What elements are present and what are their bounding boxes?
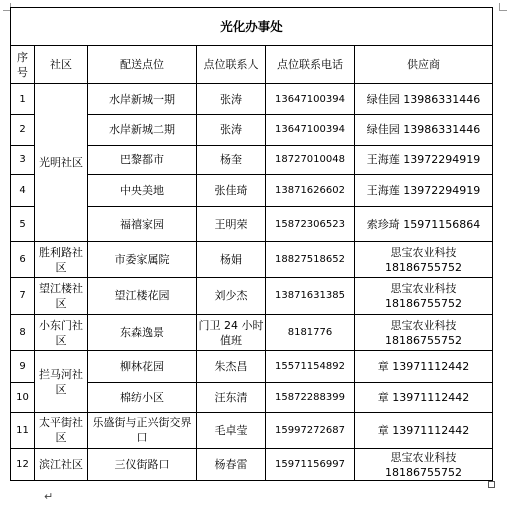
seq-cell: 7	[11, 278, 35, 315]
seq-cell: 8	[11, 314, 35, 351]
seq-cell: 4	[11, 175, 35, 207]
seq-cell: 6	[11, 242, 35, 278]
location-cell: 东森逸景	[88, 314, 197, 351]
table-row	[11, 412, 493, 449]
contact-cell: 张涛	[197, 84, 266, 115]
header-seq: 序号	[11, 45, 35, 84]
supplier-cell: 章 13971112442	[355, 412, 493, 449]
seq-cell: 1	[11, 84, 35, 115]
table-row	[11, 278, 493, 315]
supplier-cell: 绿佳园 13986331446	[355, 115, 493, 146]
table-row	[11, 449, 493, 481]
location-cell: 市委家属院	[88, 242, 197, 278]
contact-cell: 杨奎	[197, 145, 266, 175]
community-cell: 拦马河社区	[35, 351, 88, 412]
phone-cell: 15997272687	[266, 412, 355, 449]
phone-cell: 15571154892	[266, 351, 355, 383]
paragraph-mark: ↵	[44, 490, 54, 503]
header-community: 社区	[35, 45, 88, 84]
community-cell: 太平街社区	[35, 412, 88, 449]
phone-cell: 18827518652	[266, 242, 355, 278]
contact-cell: 杨春雷	[197, 449, 266, 481]
phone-cell: 13647100394	[266, 84, 355, 115]
supplier-cell: 王海莲 13972294919	[355, 145, 493, 175]
phone-cell: 15971156997	[266, 449, 355, 481]
seq-cell: 9	[11, 351, 35, 383]
table-row	[11, 84, 493, 115]
contact-cell: 门卫 24 小时值班	[197, 314, 266, 351]
supplier-cell: 章 13971112442	[355, 351, 493, 383]
header-contact: 点位联系人	[197, 45, 266, 84]
contact-cell: 汪东清	[197, 383, 266, 413]
location-cell: 巴黎都市	[88, 145, 197, 175]
table-row	[11, 351, 493, 383]
contact-cell: 朱杰昌	[197, 351, 266, 383]
location-cell: 棉纺小区	[88, 383, 197, 413]
seq-cell: 2	[11, 115, 35, 146]
supplier-cell: 思宝农业科技 18186755752	[355, 449, 493, 481]
header-location: 配送点位	[88, 45, 197, 84]
table-resize-handle[interactable]	[488, 481, 495, 488]
contact-cell: 毛卓莹	[197, 412, 266, 449]
location-cell: 乐盛街与正兴街交界口	[88, 412, 197, 449]
table-title: 光化办事处	[11, 8, 493, 46]
seq-cell: 12	[11, 449, 35, 481]
phone-cell: 13871626602	[266, 175, 355, 207]
location-cell: 中央美地	[88, 175, 197, 207]
contact-cell: 张佳琦	[197, 175, 266, 207]
community-cell: 望江楼社区	[35, 278, 88, 315]
distribution-table	[10, 7, 493, 481]
header-row	[11, 45, 493, 84]
phone-cell: 13871631385	[266, 278, 355, 315]
location-cell: 福禧家园	[88, 206, 197, 242]
community-cell: 滨江社区	[35, 449, 88, 481]
location-cell: 柳林花园	[88, 351, 197, 383]
phone-cell: 15872288399	[266, 383, 355, 413]
location-cell: 水岸新城二期	[88, 115, 197, 146]
community-cell: 胜利路社区	[35, 242, 88, 278]
supplier-cell: 思宝农业科技 18186755752	[355, 314, 493, 351]
supplier-cell: 王海莲 13972294919	[355, 175, 493, 207]
seq-cell: 5	[11, 206, 35, 242]
phone-cell: 18727010048	[266, 145, 355, 175]
community-cell: 光明社区	[35, 84, 88, 242]
header-phone: 点位联系电话	[266, 45, 355, 84]
seq-cell: 11	[11, 412, 35, 449]
supplier-cell: 思宝农业科技 18186755752	[355, 278, 493, 315]
location-cell: 水岸新城一期	[88, 84, 197, 115]
supplier-cell: 思宝农业科技 18186755752	[355, 242, 493, 278]
contact-cell: 王明荣	[197, 206, 266, 242]
seq-cell: 10	[11, 383, 35, 413]
contact-cell: 张涛	[197, 115, 266, 146]
contact-cell: 刘少杰	[197, 278, 266, 315]
table-row	[11, 314, 493, 351]
page-corner-mark	[499, 3, 507, 11]
supplier-cell: 章 13971112442	[355, 383, 493, 413]
phone-cell: 8181776	[266, 314, 355, 351]
phone-cell: 15872306523	[266, 206, 355, 242]
header-supplier: 供应商	[355, 45, 493, 84]
contact-cell: 杨娟	[197, 242, 266, 278]
table-row	[11, 242, 493, 278]
location-cell: 望江楼花园	[88, 278, 197, 315]
supplier-cell: 绿佳园 13986331446	[355, 84, 493, 115]
phone-cell: 13647100394	[266, 115, 355, 146]
supplier-cell: 索珍琦 15971156864	[355, 206, 493, 242]
community-cell: 小东门社区	[35, 314, 88, 351]
seq-cell: 3	[11, 145, 35, 175]
location-cell: 三仪街路口	[88, 449, 197, 481]
